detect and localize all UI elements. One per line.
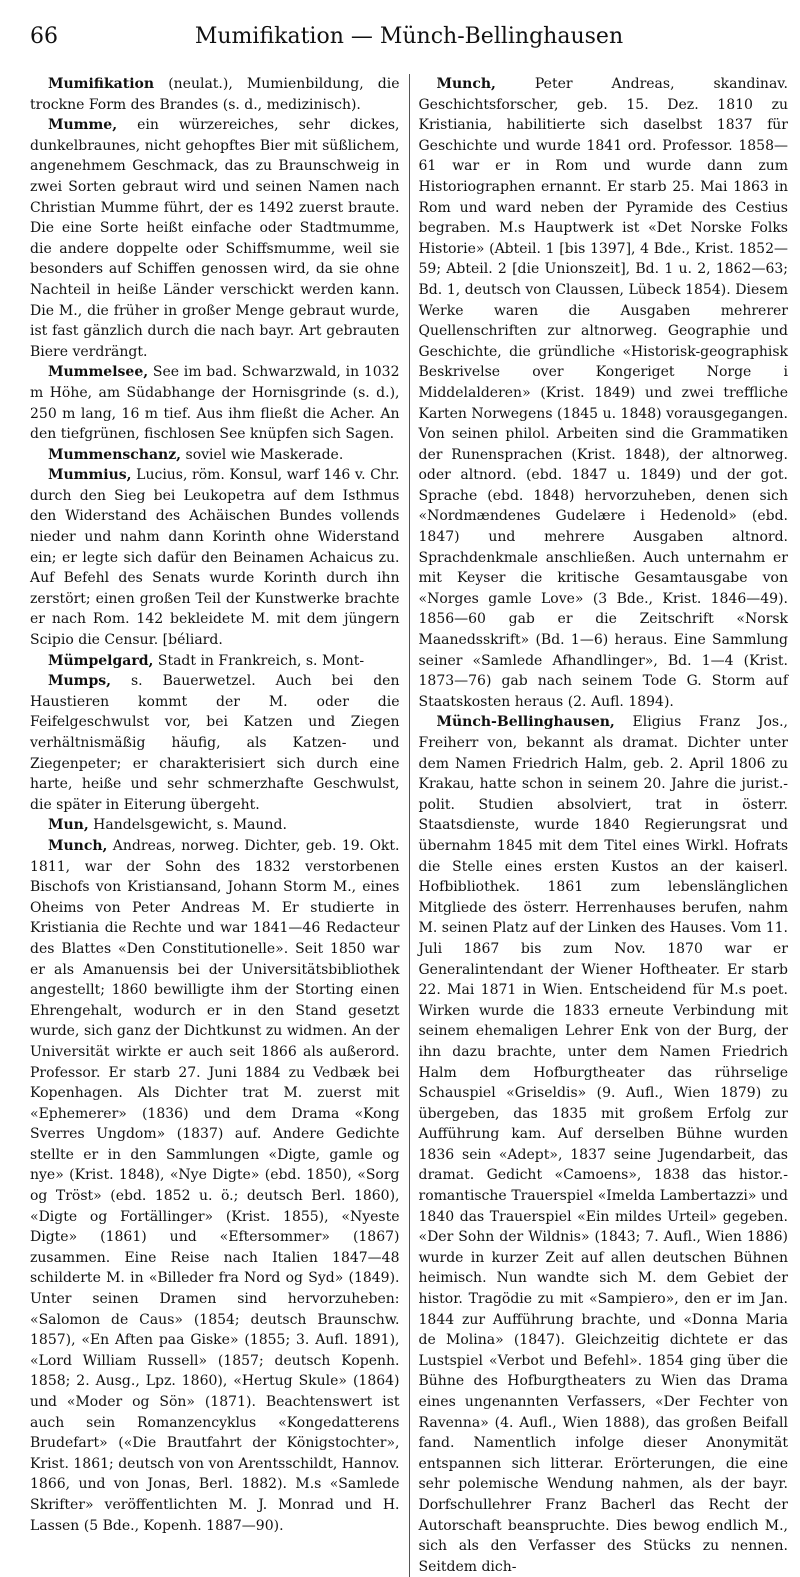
entry-text: Handelsgewicht, s. Maund. [88,817,287,834]
dictionary-entry [30,836,400,1536]
entry-headword: Mummius, [48,467,132,484]
text-columns [30,74,788,1577]
entry-text: soviel wie Maskerade. [181,446,344,463]
entry-text: Andreas, norweg. Dichter, geb. 19. Okt. 1811, war der Sohn des 1832 verstorbenen Bischofs von Kristiansand, Johann Storm M., eines Oheims von Peter Andreas M. Er studierte in Kristiania die Rechte und war 1841—46 Redacteur des Blattes «Den Constitutionelle». Seit 1850 war er als Amanuensis bei der Universitätsbibliothek angestellt; 1860 bewilligte ihm der Storting einen Ehrengehalt, wodurch er in den Stand gesetzt wurde, sich ganz der Dichtkunst zu widmen. An der Universität wirkte er auch seit 1866 als außerord. Professor. Er starb 27. Juni 1884 zu Vedbæk bei Kopenhagen. Als Dichter trat M. zuerst mit «Ephemerer» (1836) und dem Drama «Kong Sverres Ungdom» (1837) auf. Andere Gedichte stellte er in den Sammlungen «Digte, gamle og nye» (Krist. 1848), «Nye Digte» (ebd. 1850), «Sorg og Tröst» (ebd. 1852 u. ö.; deutsch Berl. 1860), «Digte og Fortällinger» (Krist. 1855), «Nyeste Digte» (1861) und «Eftersommer» (1867) zusammen. Eine Reise nach Italien 1847—48 schilderte M. in «Billeder fra Nord og Syd» (1849). Unter seinen Dramen sind hervorzuheben: «Salomon de Caus» (1854; deutsch Braunschw. 1857), «En Aften paa Giske» (1855; 3. Aufl. 1891), «Lord William Russell» (1857; deutsch Kopenh. 1858; 2. Ausg., Lpz. 1860), «Hertug Skule» (1864) und «Moder og Sön» (1871). Beachtenswert ist auch sein Romanzencyklus «Kongedatterens Brudefart» («Die Brautfahrt der Königstochter», Krist. 1861; deutsch von von Arentsschildt, Hannov. 1866, und von Jonas, Berl. 1882). M.s «Samlede Skrifter» veröffentlichten M. J. Monrad und H. Lassen (5 Bde., Kopenh. 1887—90). [30,837,400,1534]
entry-headword: Mummenschanz, [48,446,182,463]
entry-headword: Mummelsee, [48,364,149,381]
entry-text: Lucius, röm. Konsul, warf 146 v. Chr. durch den Sieg bei Leukopetra auf dem Isthmus den Widerstand des Achäischen Bundes vollends nieder und nahm dann Korinth ohne Widerstand ein; er legte sich dafür den Beinamen Achaicus zu. Auf Befehl des Senats wurde Korinth durch ihn zerstört; einen großen Teil der Kunstwerke brachte er nach Rom. 142 bekleidete M. mit dem jüngern Scipio die Censur. [béliard. [30,467,400,649]
dictionary-entry [30,651,400,672]
entry-text: s. Bauerwetzel. Auch bei den Haustieren kommt der M. oder die Feifelgeschwulst vor, bei Katzen und Ziegen verhältnismäßig häufig, als Katzen- und Ziegenpeter; er charakterisiert sich durch eine harte, heiße und sehr schmerzhafte Geschwulst, die später in Eiterung übergeht. [30,673,400,813]
entry-text: See im bad. Schwarzwald, in 1032 m Höhe, am Südabhange der Hornisgrinde (s. d.), 250 m lang, 16 m tief. Aus ihm fließt die Acher. An den tiefgrünen, fischlosen See knüpfen sich Sagen. [30,364,400,443]
entry-headword: Mumme, [48,117,118,134]
entry-headword: Mun, [48,817,89,834]
page-header [30,24,788,60]
entry-text: Stadt in Frankreich, s. Mont- [153,652,365,669]
running-title: Mumifikation — Münch-Bellinghausen [194,24,624,49]
dictionary-entry [30,465,400,650]
entry-text: Peter Andreas, skandinav. Geschichtsforscher, geb. 15. Dez. 1810 zu Kristiania, habilitierte sich daselbst 1837 für Geschichte und wurde 1841 ord. Professor. 1858—61 war er in Rom und wurde dann zum Historiographen ernannt. Er starb 25. Mai 1863 in Rom und ward neben der Pyramide des Cestius begraben. M.s Hauptwerk ist «Det Norske Folks Historie» (Abteil. 1 [bis 1397], 4 Bde., Krist. 1852—59; Abteil. 2 [die Unionszeit], Bd. 1 u. 2, 1862—63; Bd. 1, deutsch von Claussen, Lübeck 1854). Diesem Werke waren die Ausgaben mehrerer Quellenschriften zur altnorweg. Geographie und Geschichte, die gründliche «Historisk-geographisk Beskrivelse over Kongeriget Norge i Middelalderen» (Krist. 1849) und zwei treffliche Karten Norwegens (1845 u. 1848) vorausgegangen. Von seinen philol. Arbeiten sind die Grammatiken der Runensprachen (Krist. 1848), der altnorweg. oder altnord. (ebd. 1847 u. 1849) und der got. Sprache (ebd. 1848) hervorzuheben, denen sich «Nordmændenes Gudelære i Hedenold» (ebd. 1847) und mehrere Ausgaben altnord. Sprachdenkmale anschließen. Auch unternahm er mit Keyser die kritische Gesamtausgabe von «Norges gamle Love» (3 Bde., Krist. 1846—49). 1856—60 gab er die Zeitschrift «Norsk Maanedsskrift» (Bd. 1—6) heraus. Eine Sammlung seiner «Samlede Afhandlinger», Bd. 1—4 (Krist. 1873—76) gab nach seinem Tode G. Storm auf Staatskosten heraus (2. Aufl. 1894). [418,76,788,710]
dictionary-entry [30,445,400,466]
entry-headword: Mümpelgard, [48,652,154,669]
entry-headword: Munch, [436,76,496,92]
entry-headword: Münch-Bellinghausen, [436,714,615,731]
dictionary-entry [419,74,789,712]
entry-text: Eligius Franz Jos., Freiherr von, bekannt als dramat. Dichter unter dem Namen Friedrich Halm, geb. 2. April 1806 zu Krakau, hatte schon in seinem 20. Jahre die jurist.-polit. Studien absolviert, trat in österr. Staatsdienste, wurde 1840 Regierungsrat und übernahm 1845 mit dem Titel eines Wirkl. Hofrats die Stelle eines ersten Kustos an der kaiserl. Hofbibliothek. 1861 zum lebenslänglichen Mitgliede des österr. Herrenhauses berufen, nahm M. seinen Platz auf der Linken des Hauses. Vom 11. Juli 1867 bis zum Nov. 1870 war er Generalintendant der Wiener Hoftheater. Er starb 22. Mai 1871 in Wien. Entscheidend für M.s poet. Wirken wurde die 1833 erneute Verbindung mit seinem ehemaligen Lehrer Enk von der Burg, der ihn dazu brachte, unter dem Namen Friedrich Halm dem Hofburgtheater das rührselige Schauspiel «Griseldis» (9. Aufl., Wien 1879) zu übergeben, das 1835 mit großem Erfolg zur Aufführung kam. Auf derselben Bühne wurden 1836 sein «Adept», 1837 seine Jugendarbeit, das dramat. Gedicht «Camoens», 1838 das histor.-romantische Trauerspiel «Imelda Lambertazzi» und 1840 das Trauerspiel «Ein mildes Urteil» gegeben. «Der Sohn der Wildnis» (1843; 7. Aufl., Wien 1886) wurde in kurzer Zeit auf allen deutschen Bühnen heimisch. Nun wandte sich M. dem Gebiet der histor. Tragödie zu mit «Sampiero», den er im Jan. 1844 zur Aufführung brachte, und «Donna Maria de Molina» (1847). Gleichzeitig dichtete er das Lustspiel «Verbot und Befehl». 1854 ging über die Bühne des Hofburgtheaters zu Wien das Drama eines ungenannten Verfassers, «Der Fechter von Ravenna» (4. Aufl., Wien 1888), das großen Beifall fand. Namentlich infolge dieser Anonymität entspannen sich litterar. Erörterungen, die eine sehr polemische Wendung nahmen, als der bayr. Dorfschullehrer Franz Bacherl das Recht der Autorschaft beanspruchte. Dies bewog endlich M., sich als den Verfasser des Stücks zu nennen. Seitdem dich- [418,714,788,1575]
dictionary-entry [30,671,400,815]
entry-text: (neulat.), Mumienbildung, die trockne Form des Brandes (s. d., medizinisch). [30,76,400,113]
entry-text: ein würzereiches, sehr dickes, dunkelbraunes, nicht gehopftes Bier mit süßlichem, angenehmem Geschmack, das zu Braunschweig in zwei Sorten gebraut wird und seinen Namen nach Christian Mumme führt, der es 1492 zuerst braute. Die eine Sorte heißt einfache oder Stadtmumme, die andere doppelte oder Schiffsmumme, weil sie besonders auf Schiffen genossen wird, da sie ohne Nachteil in heiße Länder verschickt werden kann. Die M., die früher in großer Menge gebraut wurde, ist fast gänzlich durch die nach bayr. Art gebrauten Biere verdrängt. [30,117,400,360]
left-column [30,74,410,1577]
dictionary-entry [30,74,400,115]
dictionary-entry [30,115,400,362]
entry-headword: Mumifikation [48,76,155,92]
dictionary-entry [30,815,400,836]
dictionary-entry [419,712,789,1577]
dictionary-entry [30,362,400,444]
right-column [410,74,789,1577]
entry-headword: Mumps, [48,673,112,690]
page-number: 66 [30,24,58,49]
entry-headword: Munch, [48,837,108,854]
